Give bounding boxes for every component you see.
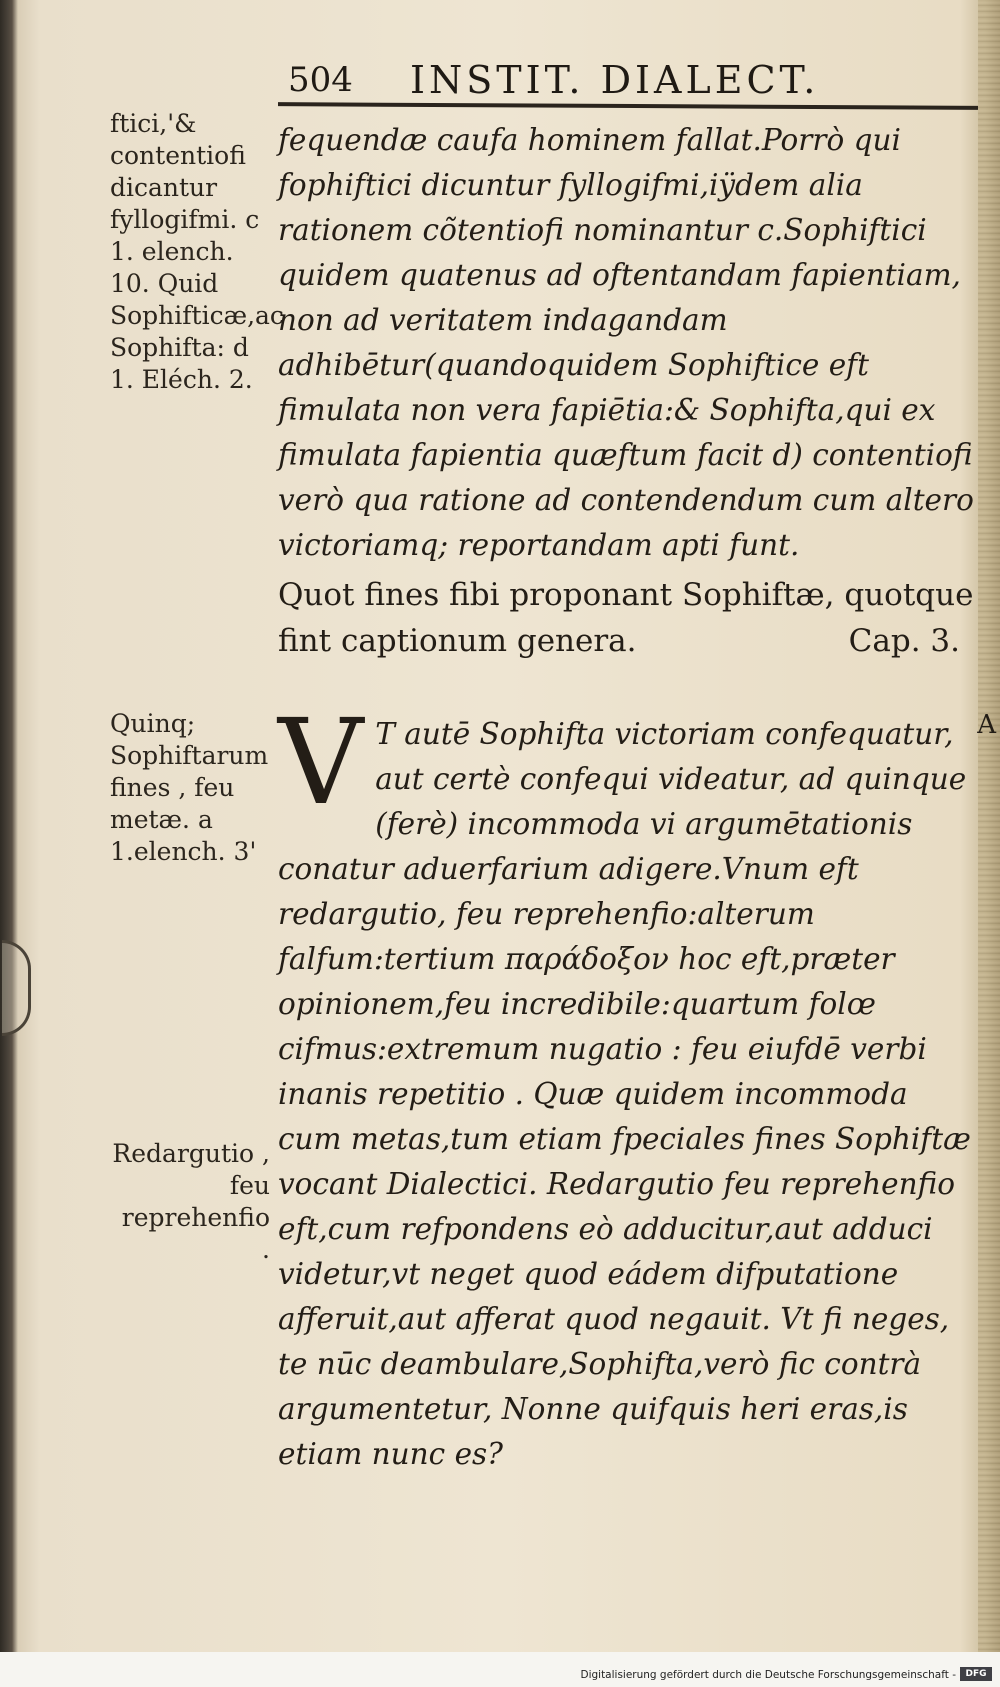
page-edge <box>978 0 1000 1652</box>
drop-capital: V <box>278 693 364 831</box>
right-margin-marker: A <box>977 710 996 740</box>
binding-clip <box>2 940 31 1036</box>
page-number: 504 <box>288 60 353 100</box>
marginal-note-1: ftici,'& contentiofi dicantur fyllogifmi. c 1. elench. 10. Quid Sophifticæ,ac Sophifta: d 1. Eléch. 2. <box>110 109 284 394</box>
marginal-note-2: Quinq; Sophiftarum fines , feu metæ. a 1.elench. 3' <box>110 709 269 866</box>
footer-credit: Digitalisierung gefördert durch die Deutsche Forschungsgemeinschaft - <box>580 1669 956 1681</box>
page-header <box>280 58 970 108</box>
chapter-heading <box>278 572 978 664</box>
footer <box>0 1652 1000 1687</box>
running-head: INSTIT. DIALECT. <box>410 58 820 102</box>
marginal-note-3: Redargutio , feu reprehenfio . <box>112 1139 270 1264</box>
paragraph-2 <box>278 693 980 1477</box>
chapter-title: Quot fines fibi proponant Sophiftæ, quotque fint captionum genera. <box>278 577 974 659</box>
dfg-logo: DFG <box>960 1667 992 1681</box>
chapter-label: Cap. 3. <box>848 623 960 659</box>
paragraph-2-text: T autē Sophifta victoriam confequatur, aut certè confequi videatur, ad quinque (ferè) incommoda vi argumētationis conatur aduerfarium adigere.Vnum eft redargutio, feu reprehenfio:alterum falfum:tertium παράδοξον hoc eft,præter opinionem,feu incredibile:quartum folœ cifmus:extremum nugatio : feu eiufdē verbi inanis repetitio . Quæ quidem incommoda cum metas,tum etiam fpeciales fines Sophiftæ vocant Dialectici. Redargutio feu reprehenfio eft,cum refpondens eò adducitur,aut adduci videtur,vt neget quod eádem difputatione afferuit,aut afferat quod negauit. Vt fi neges, te nūc deambulare,Sophifta,verò fic contrà argumentetur, Nonne quifquis heri eras,is etiam nunc es? <box>278 717 971 1471</box>
paragraph-1: fequendæ caufa hominem fallat.Porrò qui fophiftici dicuntur fyllogifmi,iÿdem alia rationem cõtentiofi nominantur c.Sophiftici quidem quatenus ad oftentandam fapientiam, non ad veritatem indagandam adhibētur(quandoquidem Sophiftice eft fimulata non vera fapiētia:& Sophifta,qui ex fimulata fapientia quæftum facit d) contentiofi verò qua ratione ad contendendum cum altero victoriamq; reportandam apti funt. <box>278 123 974 562</box>
